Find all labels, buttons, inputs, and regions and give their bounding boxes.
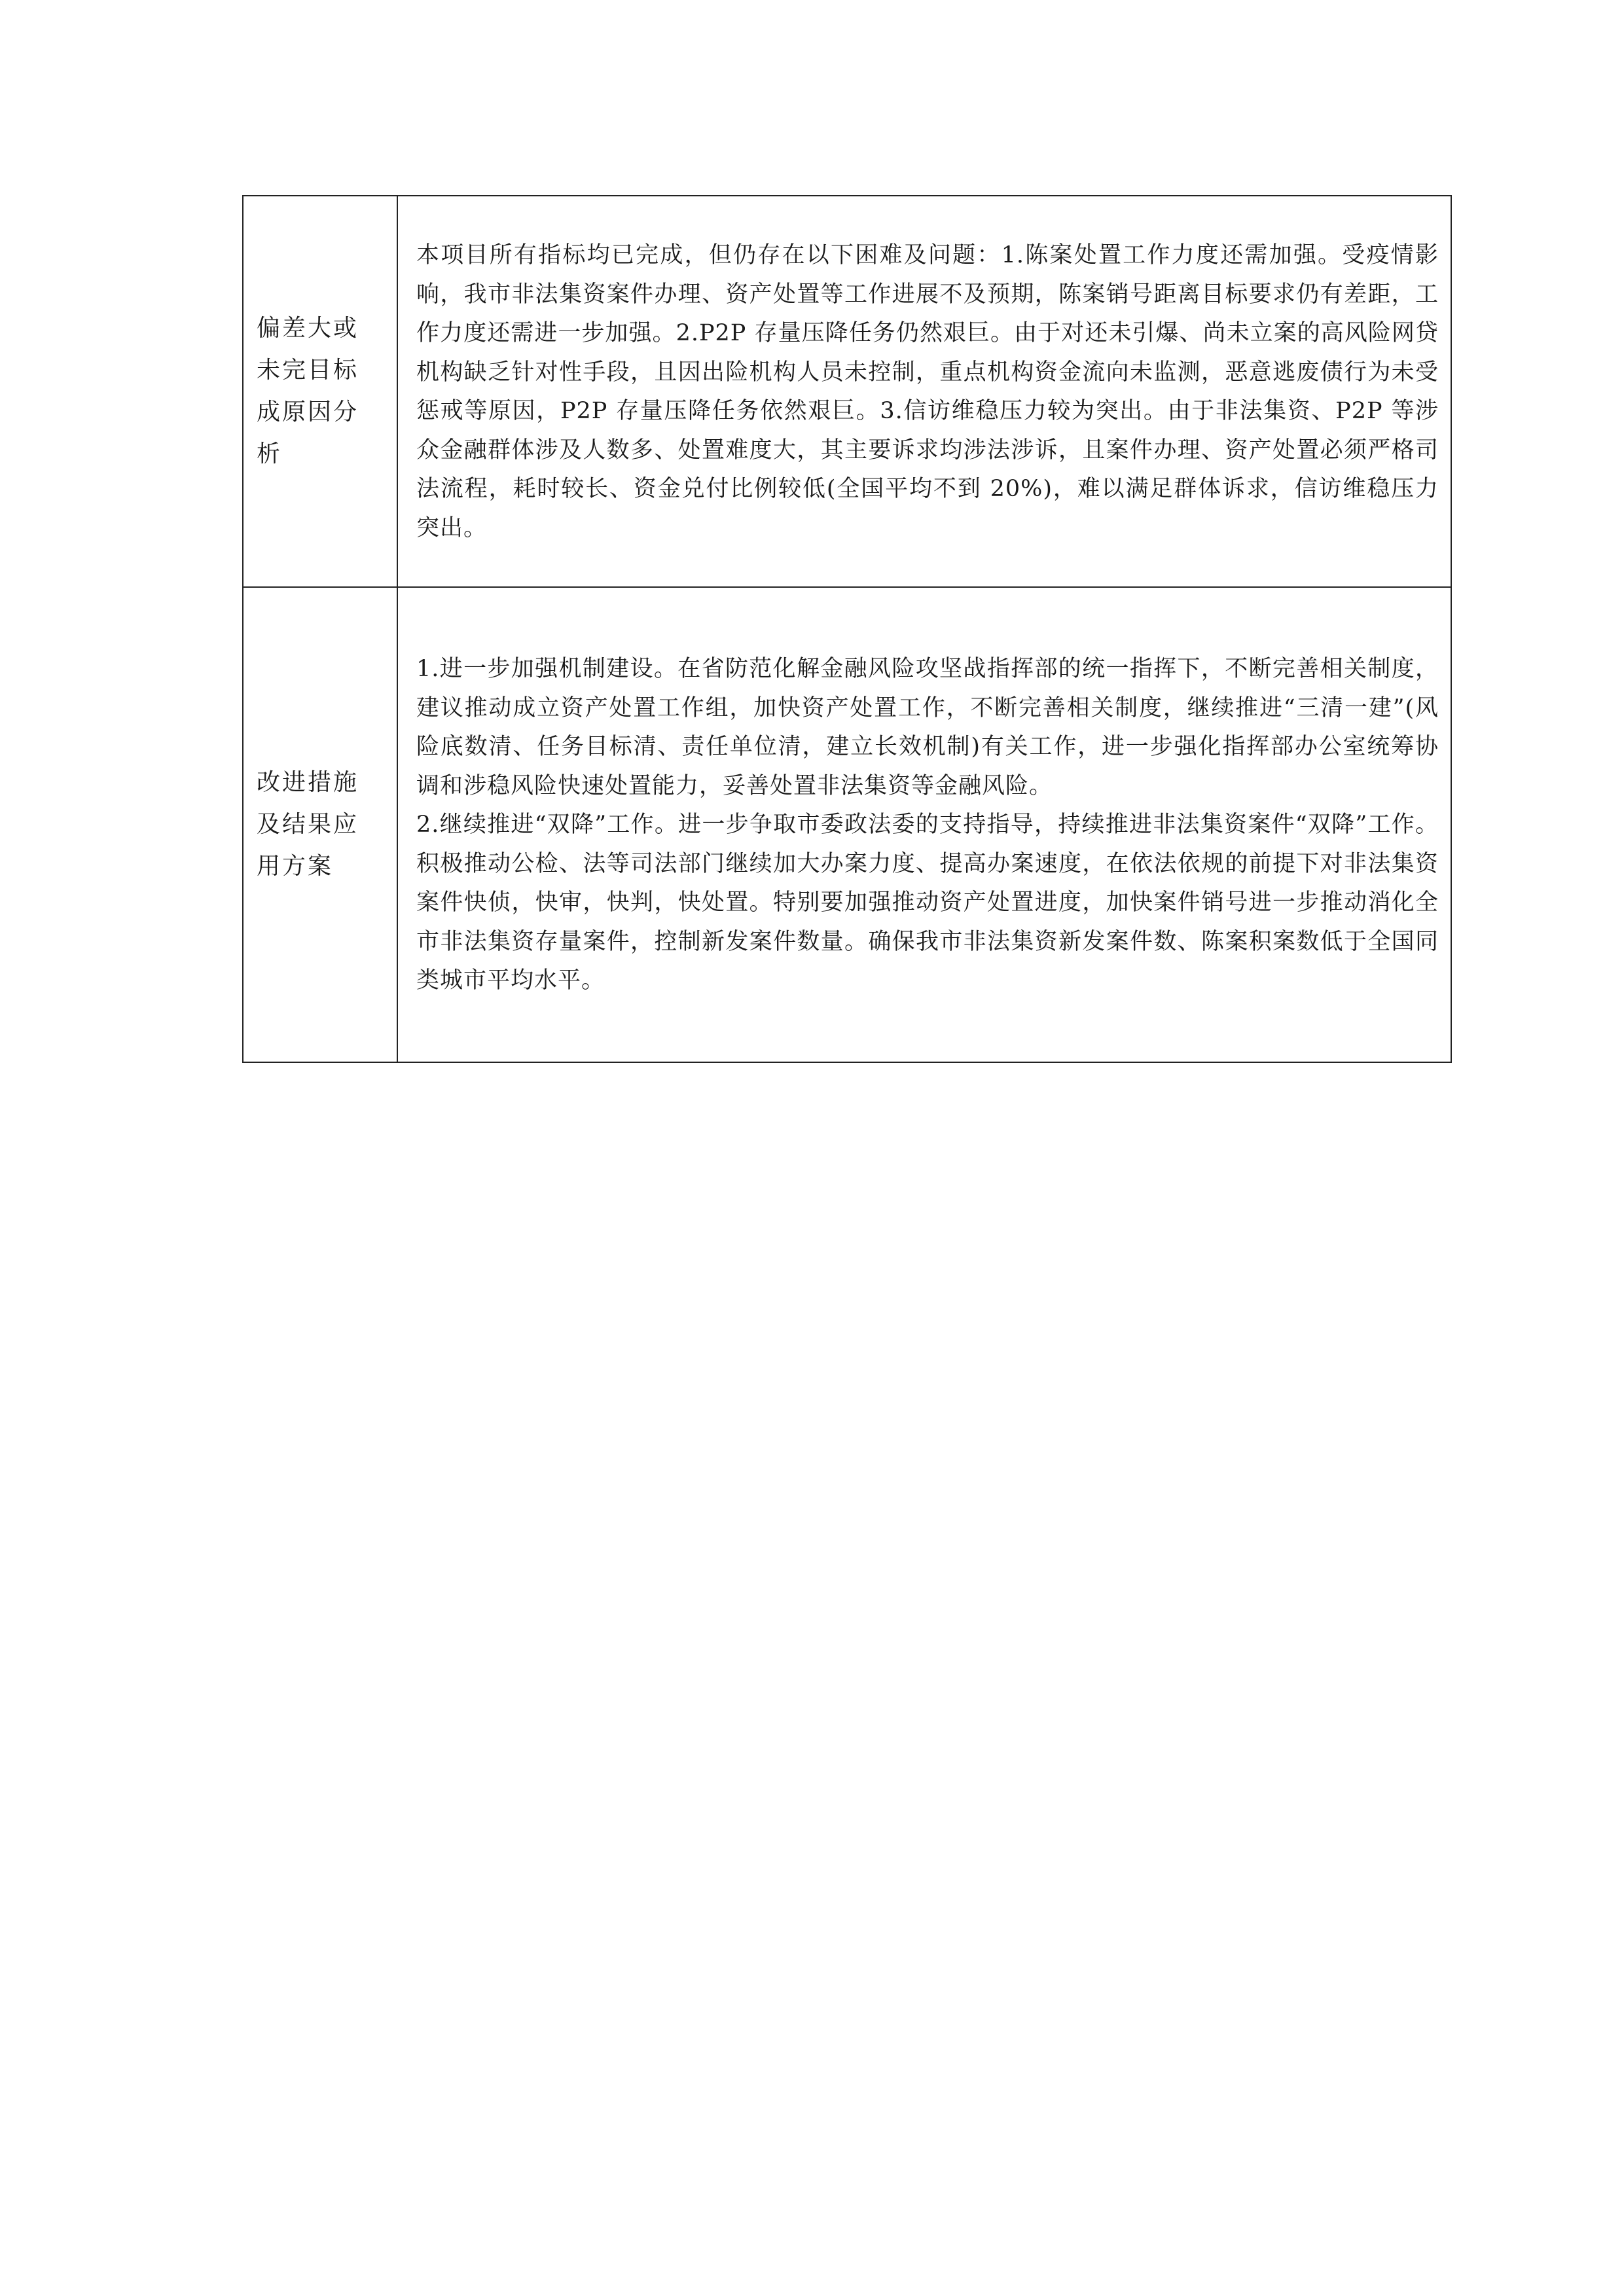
evaluation-table bbox=[242, 195, 1452, 1063]
table-row-deviation-analysis bbox=[243, 196, 1451, 587]
row-label-deviation-analysis: 偏差大或未完目标成原因分析 bbox=[243, 196, 397, 587]
row-content-deviation-analysis bbox=[397, 196, 1451, 587]
measure-paragraph-double-reduction: 2.继续推进“双降”工作。进一步争取市委政法委的支持指导，持续推进非法集资案件“双降”工作。积极推动公检、法等司法部门继续加大办案力度、提高办案速度，在依法依规的前提下对非法集资案件快侦，快审，快判，快处置。特别要加强推动资产处置进度，加快案件销号进一步推动消化全市非法集资存量案件，控制新发案件数量。确保我市非法集资新发案件数、陈案积案数低于全国同类城市平均水平。 bbox=[416, 812, 1439, 994]
row-label-improvement-measures: 改进措施及结果应用方案 bbox=[243, 587, 397, 1062]
table-row-improvement-measures bbox=[243, 587, 1451, 1062]
deviation-analysis-paragraph: 本项目所有指标均已完成，但仍存在以下困难及问题：1.陈案处置工作力度还需加强。受疫情影响，我市非法集资案件办理、资产处置等工作进展不及预期，陈案销号距离目标要求仍有差距，工作力度还需进一步加强。2.P2P 存量压降任务仍然艰巨。由于对还未引爆、尚未立案的高风险网贷机构缺乏针对性手段，且因出险机构人员未控制，重点机构资金流向未监测，恶意逃废债行为未受惩戒等原因，P2P 存量压降任务依然艰巨。3.信访维稳压力较为突出。由于非法集资、P2P 等涉众金融群体涉及人数多、处置难度大，其主要诉求均涉法涉诉，且案件办理、资产处置必须严格司法流程，耗时较长、资金兑付比例较低(全国平均不到 20%)，难以满足群体诉求，信访维稳压力突出。 bbox=[416, 242, 1439, 541]
row-content-improvement-measures bbox=[397, 587, 1451, 1062]
measure-paragraph-mechanism: 1.进一步加强机制建设。在省防范化解金融风险攻坚战指挥部的统一指挥下，不断完善相关制度，建议推动成立资产处置工作组，加快资产处置工作，不断完善相关制度，继续推进“三清一建”(风险底数清、任务目标清、责任单位清，建立长效机制)有关工作，进一步强化指挥部办公室统筹协调和涉稳风险快速处置能力，妥善处置非法集资等金融风险。 bbox=[416, 656, 1439, 799]
